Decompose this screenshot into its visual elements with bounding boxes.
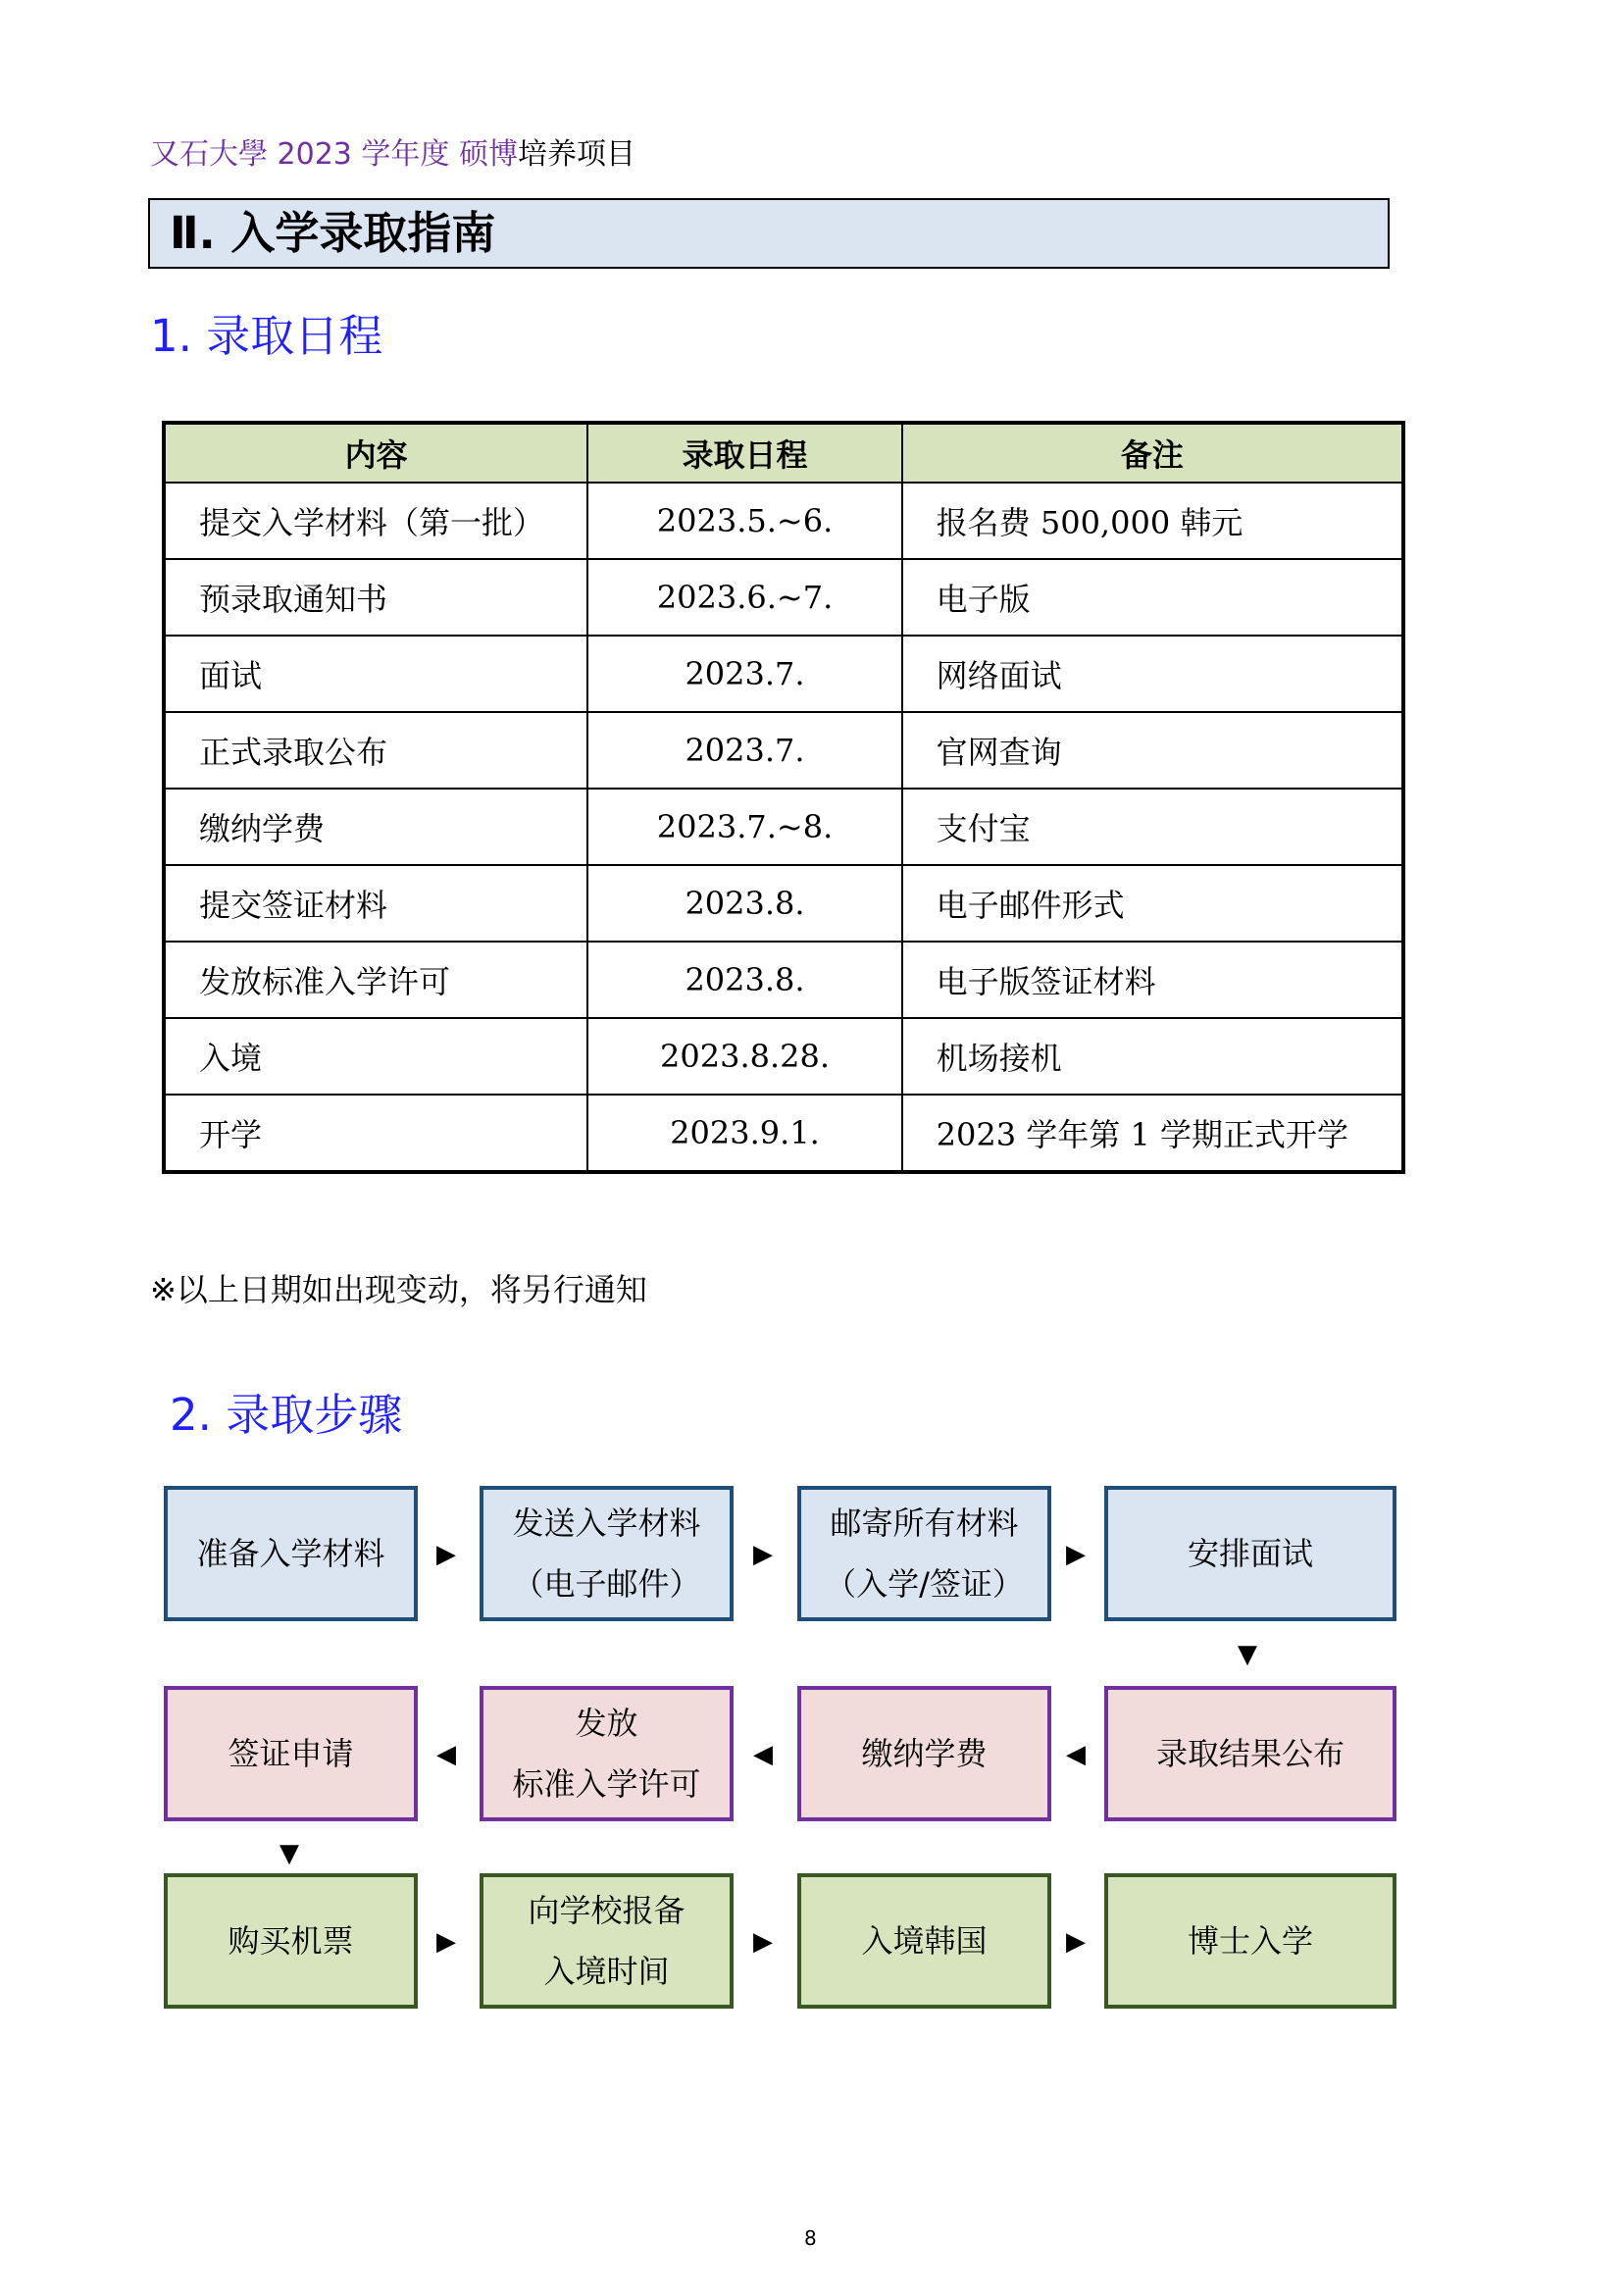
arrow-left-icon: ◀ [436,1740,456,1769]
item-cell: 面试 [164,636,587,712]
arrow-right-icon: ▶ [1066,1540,1086,1569]
step-prepare-materials [164,1486,418,1621]
step-label: 准备入学材料 [196,1535,385,1572]
remark-cell: 2023 学年第 1 学期正式开学 [902,1095,1403,1172]
remark-cell: 支付宝 [902,789,1403,865]
item-cell: 入境 [164,1018,587,1095]
step-sublabel: （电子邮件） [512,1565,701,1603]
step-label: 发放 [575,1705,638,1742]
step-label: 录取结果公布 [1155,1735,1345,1772]
step-label: 邮寄所有材料 [830,1504,1019,1542]
schedule-note: ※以上日期如出现变动，将另行通知 [150,1271,647,1308]
arrow-left-icon: ◀ [753,1740,773,1769]
table-header-row [164,423,1403,483]
step-sublabel: 标准入学许可 [512,1765,701,1803]
date-cell: 2023.8. [587,942,901,1018]
date-cell: 2023.8.28. [587,1018,901,1095]
step-sublabel: （入学/签证） [825,1565,1024,1603]
section-title: Ⅱ. 入学录取指南 [148,198,1390,269]
step-mail-materials [797,1486,1051,1621]
column-header: 内容 [164,423,587,483]
step-label: 向学校报备 [528,1892,685,1929]
step-label: 入境韩国 [861,1922,988,1960]
remark-cell: 电子版签证材料 [902,942,1403,1018]
remark-cell: 电子版 [902,559,1403,636]
arrow-right-icon: ▶ [436,1927,456,1957]
date-cell: 2023.5.~6. [587,483,901,559]
remark-cell: 报名费 500,000 韩元 [902,483,1403,559]
page-number: 8 [804,2226,817,2250]
arrow-right-icon: ▶ [753,1540,773,1569]
date-cell: 2023.8. [587,865,901,942]
table-row [164,1095,1403,1172]
step-arrange-interview [1104,1486,1396,1621]
item-cell: 预录取通知书 [164,559,587,636]
header-year: 2023 学年度 [277,137,450,172]
table-row [164,942,1403,1018]
arrow-down-icon: ▼ [1238,1640,1257,1669]
step-label: 签证申请 [228,1735,354,1772]
step-send-materials [480,1486,734,1621]
date-cell: 2023.9.1. [587,1095,901,1172]
step-pay-tuition [797,1686,1051,1821]
schedule-heading: 1. 录取日程 [150,310,383,362]
date-cell: 2023.7. [587,636,901,712]
step-label: 购买机票 [228,1922,354,1960]
date-cell: 2023.7. [587,712,901,789]
table-row [164,559,1403,636]
step-enter-korea [797,1873,1051,2009]
header-program-rest: 培养项目 [517,137,635,172]
schedule-table [162,421,1405,1174]
item-cell: 发放标准入学许可 [164,942,587,1018]
step-doctoral-enrollment [1104,1873,1396,2009]
arrow-down-icon: ▼ [279,1839,299,1868]
table-row [164,483,1403,559]
step-label: 发送入学材料 [512,1504,701,1542]
remark-cell: 电子邮件形式 [902,865,1403,942]
item-cell: 提交入学材料（第一批） [164,483,587,559]
table-row [164,865,1403,942]
arrow-right-icon: ▶ [436,1540,456,1569]
item-cell: 提交签证材料 [164,865,587,942]
remark-cell: 网络面试 [902,636,1403,712]
item-cell: 缴纳学费 [164,789,587,865]
step-sublabel: 入境时间 [543,1953,670,1990]
step-label: 安排面试 [1187,1535,1313,1572]
steps-heading: 2. 录取步骤 [170,1389,403,1441]
step-issue-admission [480,1686,734,1821]
remark-cell: 机场接机 [902,1018,1403,1095]
step-result-announcement [1104,1686,1396,1821]
column-header: 备注 [902,423,1403,483]
step-label: 博士入学 [1187,1922,1313,1960]
item-cell: 正式录取公布 [164,712,587,789]
table-row [164,712,1403,789]
arrow-right-icon: ▶ [1066,1927,1086,1957]
step-visa-application [164,1686,418,1821]
table-row [164,1018,1403,1095]
arrow-left-icon: ◀ [1066,1740,1086,1769]
header-school: 又石大學 [150,137,268,172]
table-row [164,789,1403,865]
step-report-arrival [480,1873,734,2009]
step-label: 缴纳学费 [861,1735,988,1772]
date-cell: 2023.7.~8. [587,789,901,865]
table-row [164,636,1403,712]
remark-cell: 官网查询 [902,712,1403,789]
column-header: 录取日程 [587,423,901,483]
document-header [150,135,635,175]
arrow-right-icon: ▶ [753,1927,773,1957]
date-cell: 2023.6.~7. [587,559,901,636]
step-buy-ticket [164,1873,418,2009]
header-program-highlight: 硕博 [458,137,518,172]
item-cell: 开学 [164,1095,587,1172]
